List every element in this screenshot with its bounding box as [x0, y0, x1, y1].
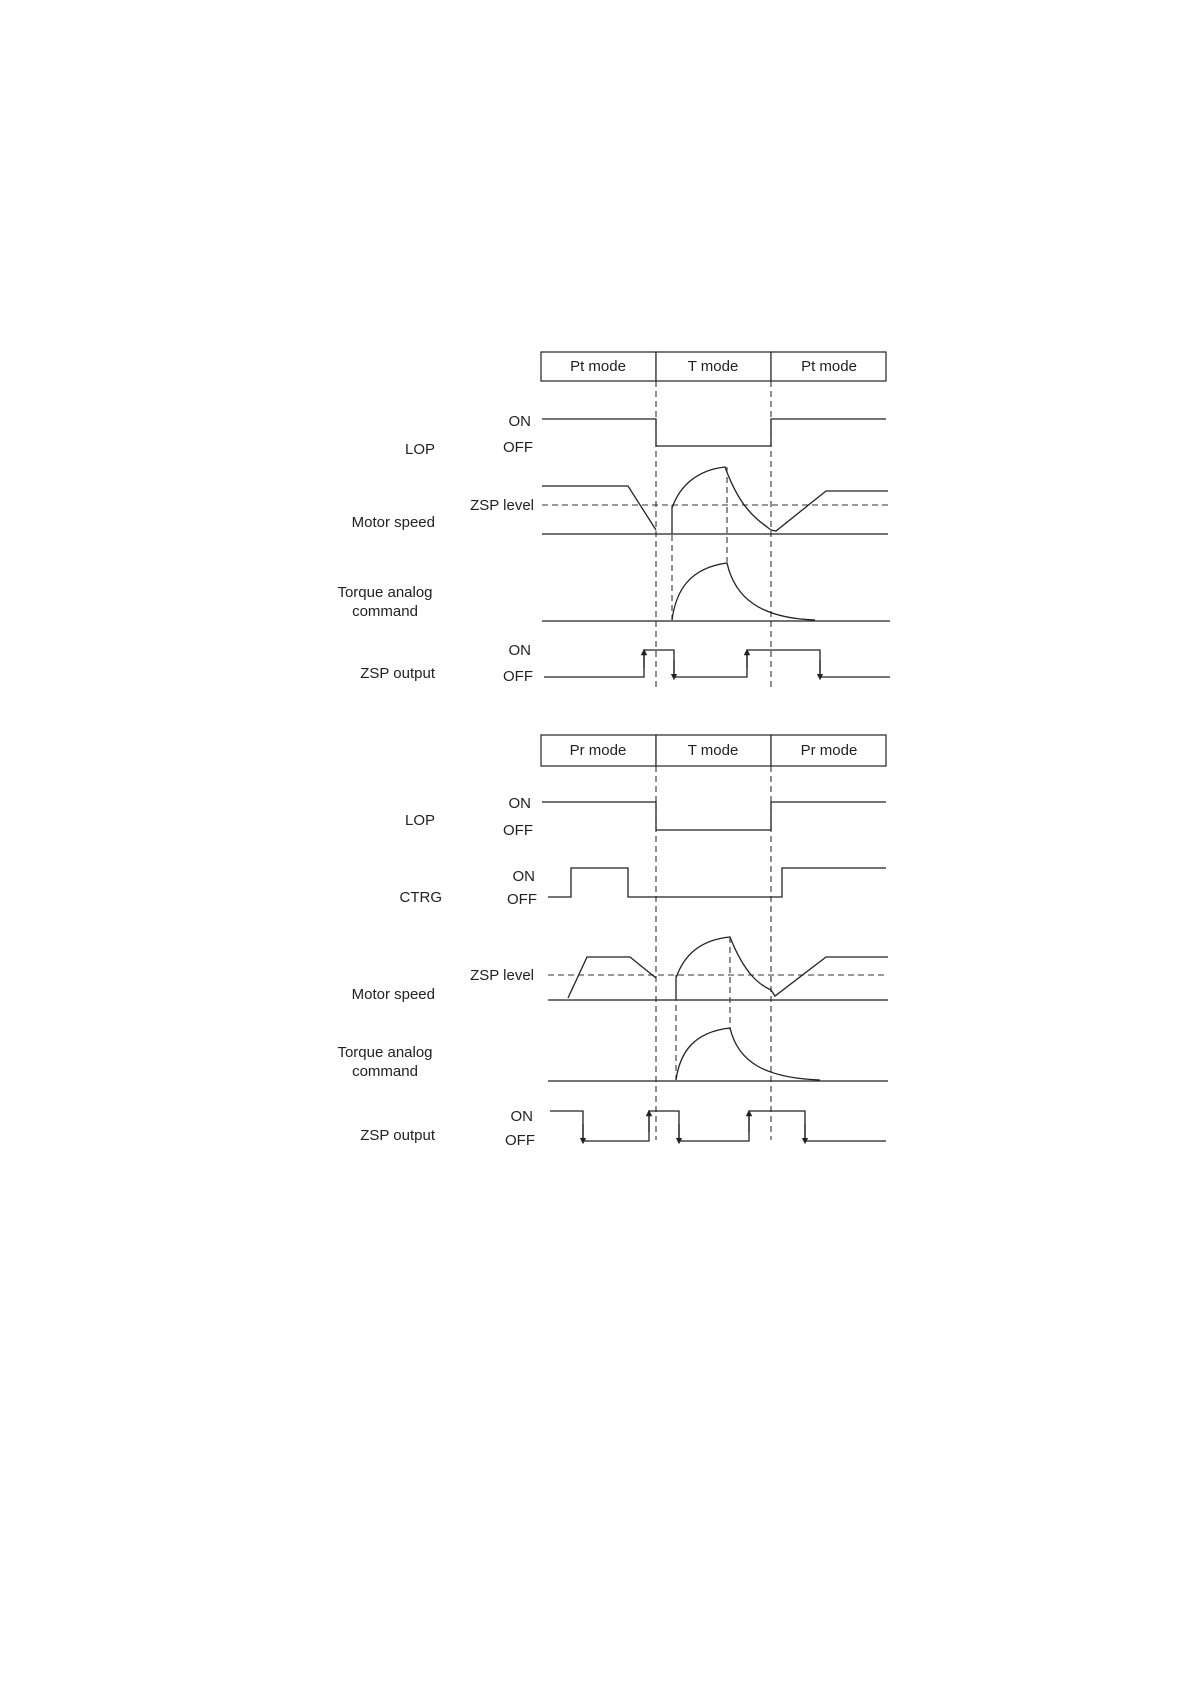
timing-diagram-pr-t-pr [337, 735, 888, 1149]
signal-label-lop: LOP [404, 812, 435, 829]
level-off-label: OFF [505, 1132, 535, 1149]
level-on-label: ON [508, 413, 531, 430]
torque-waveform [676, 1028, 820, 1080]
mode-label-1: Pr mode [569, 742, 627, 759]
zsp-output-waveform [544, 650, 890, 677]
mode-label-2: T mode [687, 742, 739, 759]
signal-label-lop: LOP [404, 441, 435, 458]
level-on-label: ON [510, 1108, 533, 1125]
signal-label-torque-1: Torque analog [337, 584, 433, 601]
signal-label-motor-speed: Motor speed [351, 514, 435, 531]
zsp-output-waveform [550, 1111, 886, 1141]
lop-waveform [542, 802, 886, 830]
timing-diagram-pt-t-pt [337, 352, 890, 687]
level-off-label: OFF [503, 668, 533, 685]
level-off-label: OFF [503, 822, 533, 839]
zsp-level-label: ZSP level [470, 497, 534, 514]
motor-speed-waveform [568, 937, 888, 1000]
lop-waveform [542, 419, 886, 446]
level-on-label: ON [512, 868, 535, 885]
torque-waveform [672, 563, 815, 620]
mode-label-1: Pt mode [570, 358, 626, 375]
motor-speed-waveform [542, 467, 888, 534]
level-on-label: ON [508, 642, 531, 659]
signal-label-torque-1: Torque analog [337, 1044, 433, 1061]
ctrg-waveform [548, 868, 886, 897]
signal-label-torque-2: command [352, 1063, 418, 1080]
mode-label-2: T mode [687, 358, 739, 375]
signal-label-ctrg: CTRG [399, 889, 442, 906]
signal-label-zsp-output: ZSP output [360, 1127, 435, 1144]
zsp-level-label: ZSP level [470, 967, 534, 984]
level-off-label: OFF [507, 891, 537, 908]
signal-label-motor-speed: Motor speed [351, 986, 435, 1003]
signal-label-torque-2: command [352, 603, 418, 620]
signal-label-zsp-output: ZSP output [360, 665, 435, 682]
level-on-label: ON [508, 795, 531, 812]
level-off-label: OFF [503, 439, 533, 456]
mode-label-3: Pt mode [801, 358, 857, 375]
mode-label-3: Pr mode [800, 742, 858, 759]
